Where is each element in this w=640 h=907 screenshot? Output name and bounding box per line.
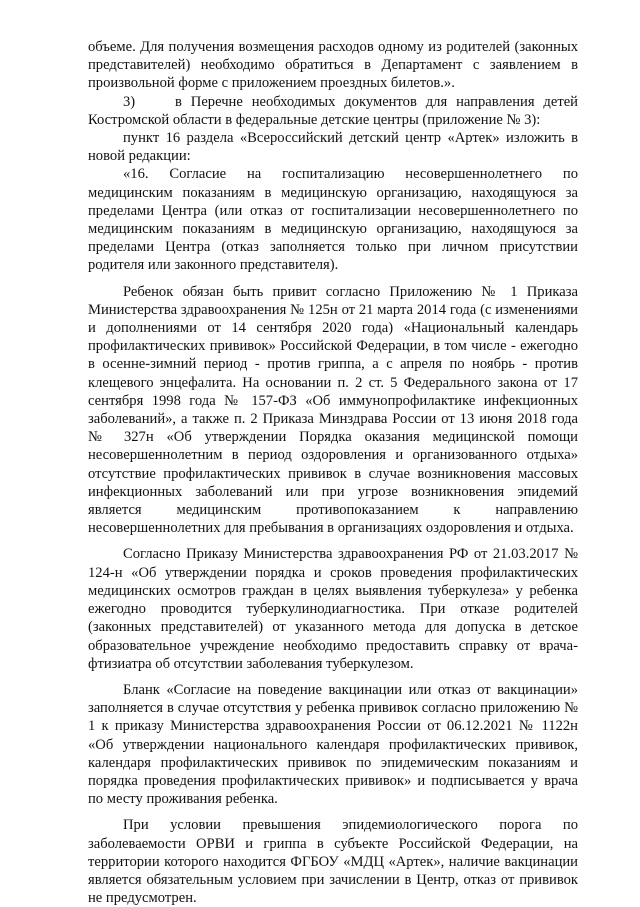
- paragraph-epidemic-threshold: При условии превышения эпидемиологического порога по заболеваемости ОРВИ и гриппа в субъекте Российской Федерации, на территории которого находится ФГБОУ «МДЦ «Артек», наличие вакцинации является обязательным условием при зачислении в Центр, отказ от прививок не предусмотрен.: [88, 817, 578, 907]
- paragraph-point-16-intro: пункт 16 раздела «Всероссийский детский центр «Артек» изложить в новой редакции:: [88, 130, 578, 165]
- paragraph-point-16-consent: «16. Согласие на госпитализацию несовершеннолетнего по медицинским показаниям в медицинскую организацию, находящуюся за пределами Центра (или отказ от госпитализации несовершеннолетнего по медицинским показаниям в медицинскую организацию, находящуюся за пределами Центра (отказ заполняется только при личном присутствии родителя или законного представителя).: [88, 166, 578, 274]
- paragraph-item-3: [88, 93, 578, 129]
- paragraph-tuberculosis-testing: Согласно Приказу Министерства здравоохранения РФ от 21.03.2017 № 124-н «Об утверждении порядка и сроков проведения профилактических медицинских осмотров граждан в целях выявления туберкулеза» у ребенка ежегодно проводится туберкулинодиагностика. При отказе родителей (законных представителей) от указанного метода для допуска в детское образовательное учреждение необходимо предоставить справку от врача-фтизиатра об отсутствии заболевания туберкулезом.: [88, 546, 578, 672]
- document-page: [88, 38, 578, 907]
- item-3-text: в Перечне необходимых документов для направления детей Костромской области в федеральные детские центры (приложение № 3):: [88, 93, 578, 128]
- paragraph-vaccination-requirement: Ребенок обязан быть привит согласно Приложению № 1 Приказа Министерства здравоохранения № 125н от 21 марта 2014 года (с изменениями и дополнениями от 14 сентября 2020 года) «Национальный календарь профилактических прививок» Российской Федерации, в том числе - ежегодно в осенне-зимний период - против гриппа, а с апреля по ноябрь - против клещевого энцефалита. На основании п. 2 ст. 5 Федерального закона от 17 сентября 1998 года № 157-ФЗ «Об иммунопрофилактике инфекционных заболеваний», а также п. 2 Приказа Минздрава России от 13 июня 2018 года № 327н «Об утверждении Порядка оказания медицинской помощи несовершеннолетним в период оздоровления и организованного отдыха» отсутствие профилактических прививок в случае возникновения массовых инфекционных заболеваний или при угрозе возникновения эпидемий является медицинским противопоказанием к направлению несовершеннолетних для пребывания в организациях оздоровления и отдыха.: [88, 283, 578, 537]
- item-number: 3): [123, 93, 136, 110]
- paragraph-reimbursement: объеме. Для получения возмещения расходов одному из родителей (законных представителей) необходимо обратиться в Департамент с заявлением в произвольной форме с приложением проездных билетов.».: [88, 39, 578, 92]
- paragraph-vaccination-form: Бланк «Согласие на поведение вакцинации или отказ от вакцинации» заполняется в случае отсутствия у ребенка прививок согласно приложению № 1 к приказу Министерства здравоохранения России от 06.12.2021 № 1122н «Об утверждении национального календаря профилактических прививок, календаря профилактических прививок по эпидемическим показаниям и порядка проведения профилактических прививок» и подписывается у врача по месту проживания ребенка.: [88, 681, 578, 808]
